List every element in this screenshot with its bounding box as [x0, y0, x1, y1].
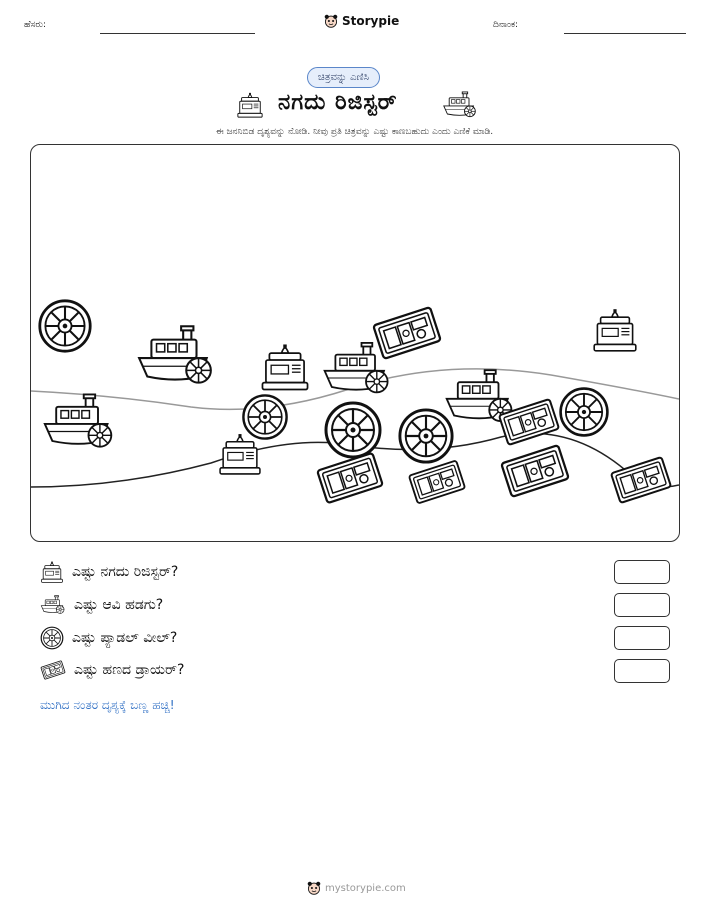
money-drawer-icon	[373, 307, 441, 359]
question-text: ಎಷ್ಟು ಪ್ಯಾಡಲ್ ವೀಲ್?	[72, 630, 178, 646]
money-drawer-icon	[317, 453, 383, 503]
counting-scene	[30, 144, 680, 542]
footer	[307, 881, 406, 895]
paddle-wheel-icon	[561, 389, 608, 436]
question-row	[40, 593, 163, 617]
question-row	[40, 560, 178, 584]
paddle-wheel-icon	[400, 410, 452, 462]
answer-box-registers[interactable]	[614, 560, 670, 584]
steamboat-icon	[139, 326, 211, 382]
cash-register-icon	[40, 560, 64, 584]
cash-register-icon	[220, 434, 260, 474]
question-row	[40, 626, 177, 650]
panda-logo-icon	[307, 881, 321, 895]
coloring-instruction: ಮುಗಿದ ನಂತರ ದೃಶ್ಯಕ್ಕೆ ಬಣ್ಣ ಹಚ್ಚಿ!	[40, 698, 175, 712]
paddle-wheel-icon	[243, 395, 286, 438]
date-field[interactable]	[564, 33, 686, 34]
money-drawer-icon	[611, 457, 671, 503]
steamboat-icon	[45, 394, 112, 446]
name-field[interactable]	[100, 33, 255, 34]
paddle-wheel-icon	[40, 626, 64, 650]
paddle-wheel-icon	[40, 301, 90, 351]
cash-register-icon	[236, 91, 264, 119]
question-text: ಎಷ್ಟು ಹಣದ ಡ್ರಾಯರ್?	[74, 662, 185, 678]
instructions: ಈ ಜನನಿಬಿಡ ದೃಶ್ಯವನ್ನು ನೋಡಿ. ನೀವು ಪ್ರತಿ ಚಿತ್ರವನ್ನು ಎಷ್ಟು ಕಾಣಬಹುದು ಎಂದು ಎಣಿಕೆ ಮಾಡಿ.	[215, 127, 494, 137]
money-drawer-icon	[409, 460, 465, 503]
steamboat-icon	[325, 343, 388, 393]
question-text: ಎಷ್ಟು ಆವಿ ಹಡಗು?	[74, 597, 164, 613]
activity-tag: ಚಿತ್ರವನ್ನು ಎಣಿಸಿ	[307, 67, 380, 88]
cash-register-icon	[262, 344, 307, 389]
panda-logo-icon	[324, 14, 338, 28]
steamboat-icon	[40, 593, 66, 617]
answer-box-drawers[interactable]	[614, 659, 670, 683]
page-title: ನಗದು ರಿಜಿಸ್ಟರ್	[278, 90, 398, 115]
money-drawer-icon	[501, 445, 569, 497]
steamboat-icon	[442, 91, 478, 119]
cash-register-icon	[594, 309, 636, 351]
paddle-wheel-icon	[326, 403, 380, 457]
question-row	[40, 659, 184, 681]
name-label: ಹೆಸರು:	[24, 20, 47, 30]
footer-link[interactable]: mystorypie.com	[325, 882, 406, 894]
answer-box-boats[interactable]	[614, 593, 670, 617]
scene-artwork	[31, 145, 679, 541]
money-drawer-icon	[40, 659, 66, 681]
date-label: ದಿನಾಂಕ:	[493, 20, 519, 30]
brand-name: Storypie	[342, 14, 400, 28]
steamboat-icon	[447, 370, 512, 421]
answer-box-wheels[interactable]	[614, 626, 670, 650]
question-text: ಎಷ್ಟು ನಗದು ರಿಜಿಸ್ಟರ್?	[72, 564, 179, 580]
brand-logo	[324, 14, 399, 28]
